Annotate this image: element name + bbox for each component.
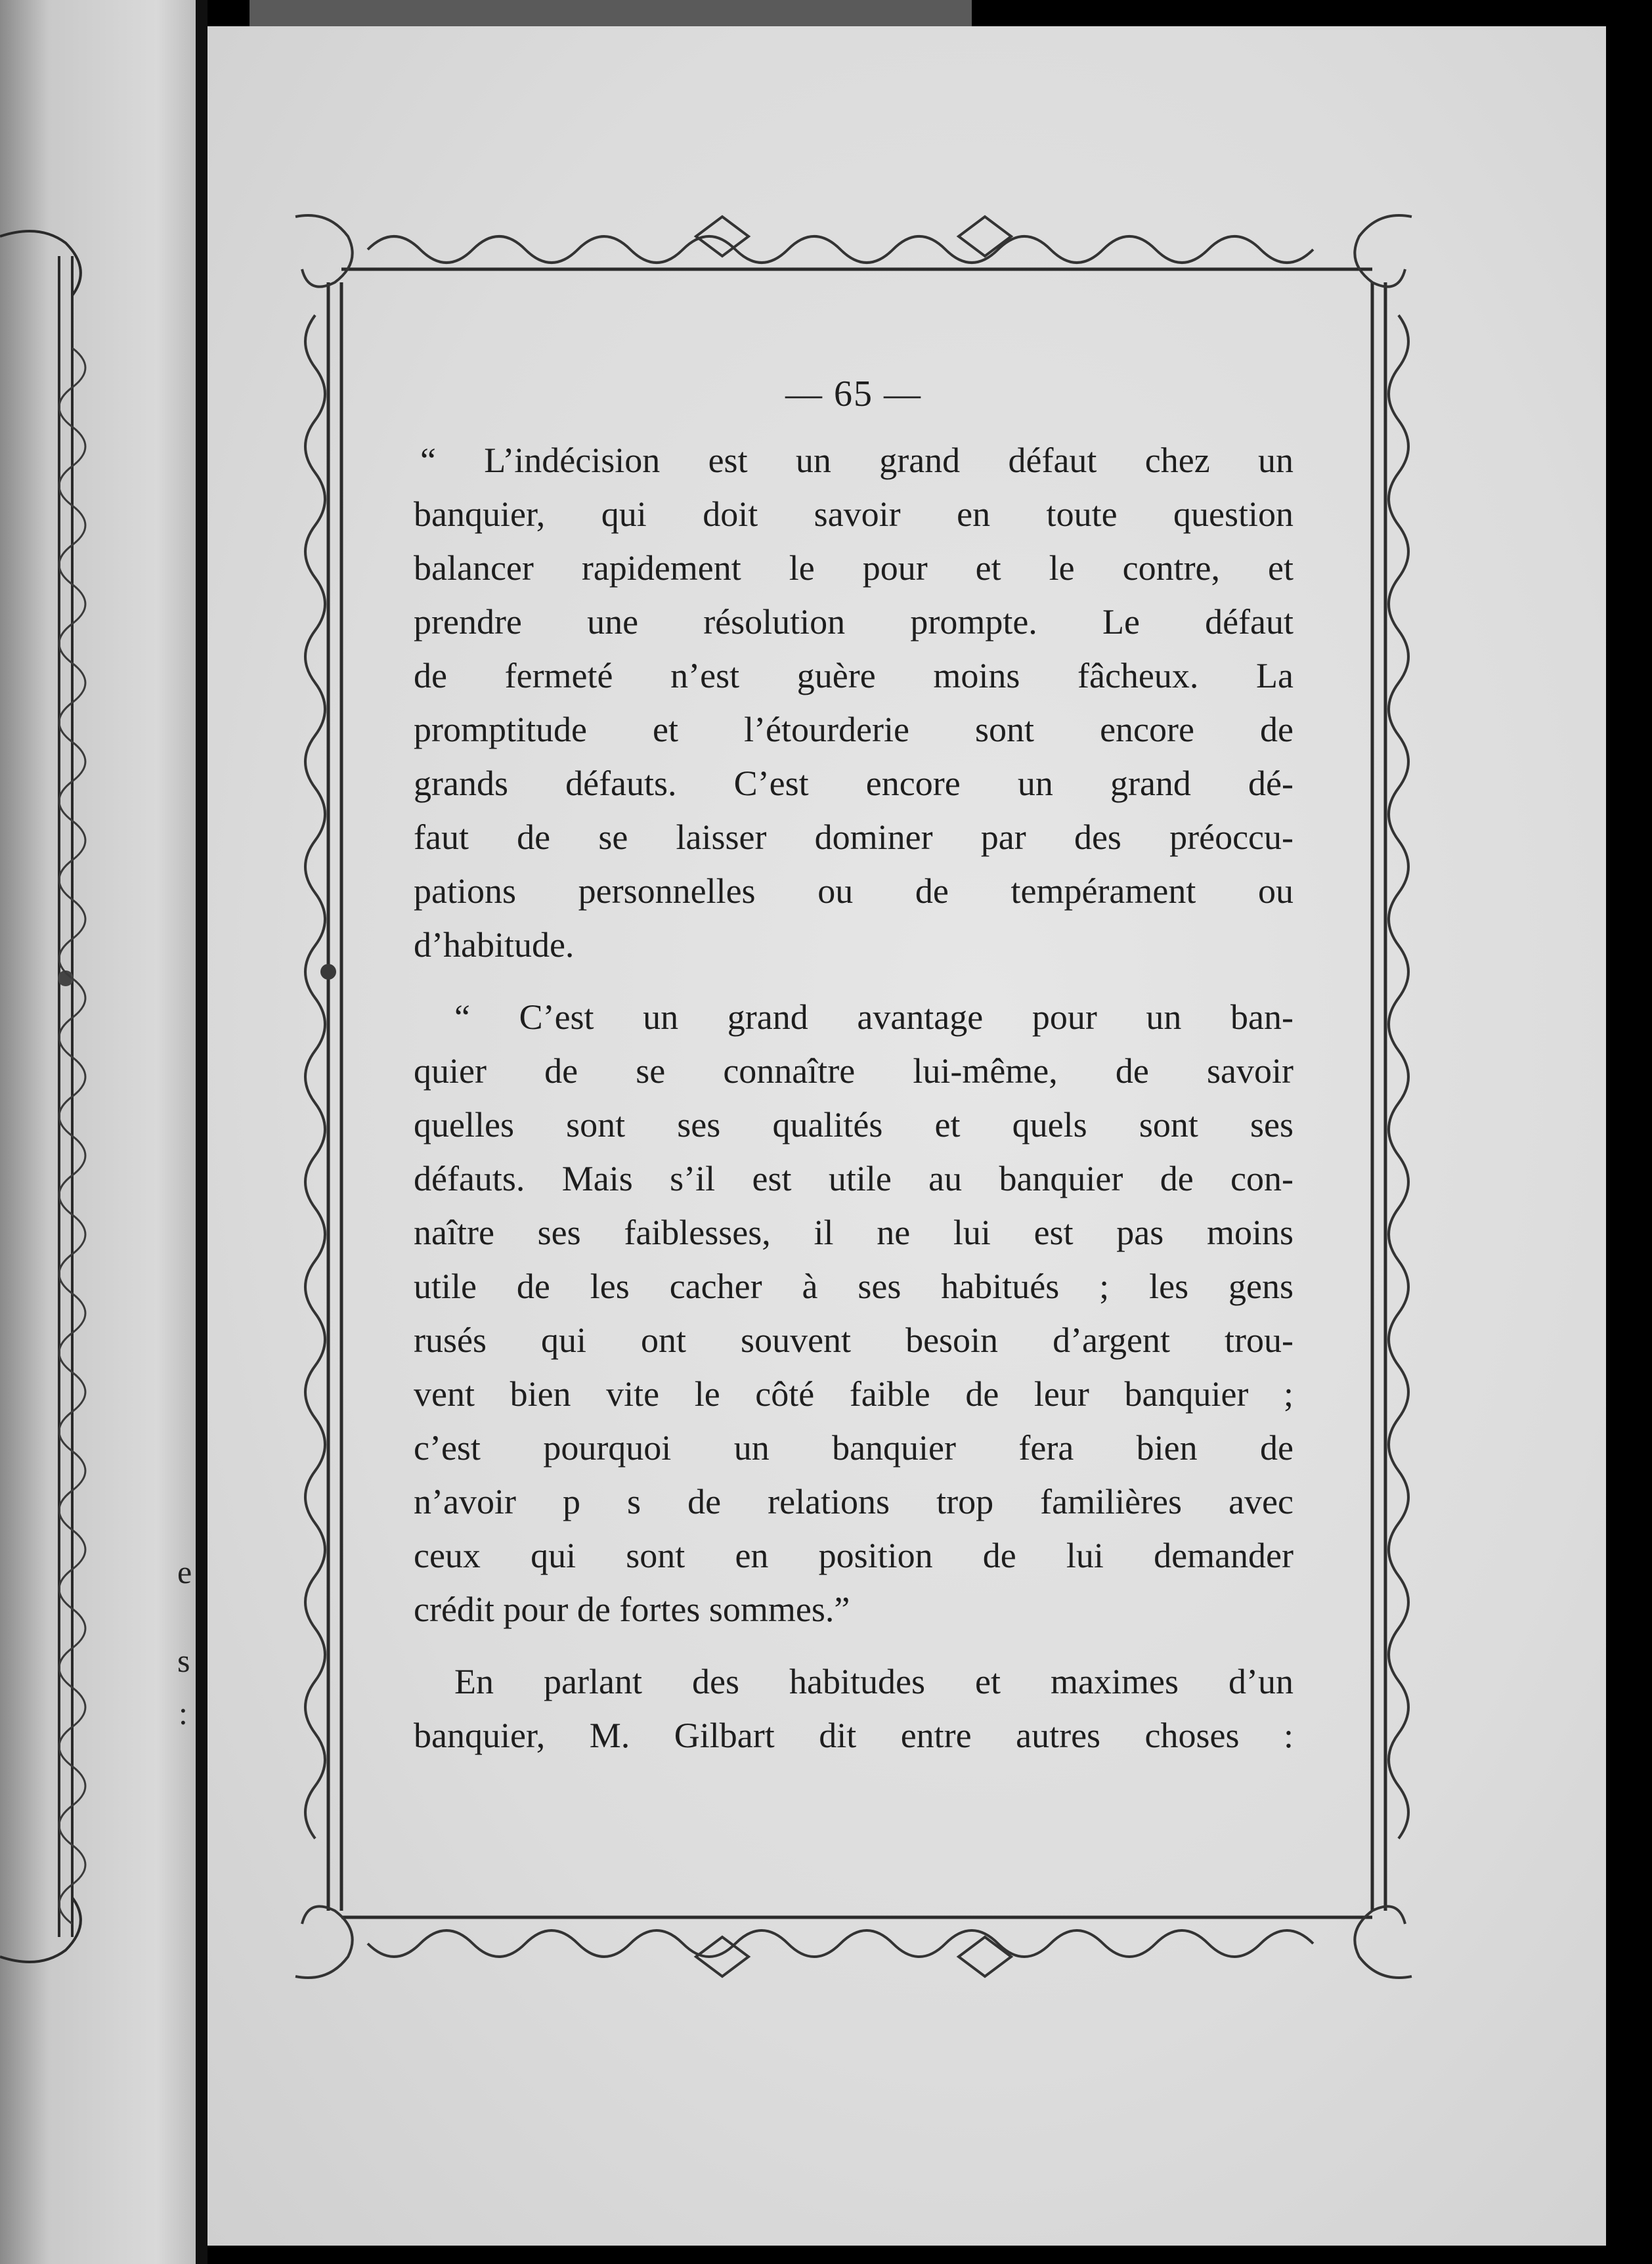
text-line: naître ses faiblesses, il ne lui est pas moins (414, 1213, 1293, 1252)
paragraph-1 (414, 433, 1293, 972)
text-line: banquier, M. Gilbart dit entre autres choses : (414, 1716, 1293, 1755)
left-page-fragment: e (177, 1554, 192, 1590)
text-line: quelles sont ses qualités et quels sont ses (414, 1105, 1293, 1144)
page-number: — 65 — (785, 374, 922, 414)
text-line: balancer rapidement le pour et le contre, et (414, 548, 1293, 588)
text-line: n’avoir p s de relations trop familières avec (414, 1482, 1293, 1521)
right-scan-edge (1606, 0, 1652, 2264)
text-line: prendre une résolution prompte. Le défaut (414, 602, 1293, 642)
text-line: quier de se connaître lui-même, de savoir (414, 1051, 1293, 1091)
text-line: utile de les cacher à ses habitués ; les gens (414, 1267, 1293, 1306)
text-line: “ C’est un grand avantage pour un ban- (454, 997, 1293, 1037)
text-line: défauts. Mais s’il est utile au banquier de con- (414, 1159, 1293, 1198)
text-line: faut de se laisser dominer par des préoccu- (414, 817, 1293, 857)
text-line: ceux qui sont en position de lui demander (414, 1536, 1293, 1575)
text-line: c’est pourquoi un banquier fera bien de (414, 1428, 1293, 1468)
text-line: crédit pour de fortes sommes.” (414, 1590, 850, 1629)
book-gutter (196, 0, 207, 2264)
text-line: de fermeté n’est guère moins fâcheux. La (414, 656, 1293, 695)
text-line: “ L’indécision est un grand défaut chez un (420, 441, 1293, 480)
left-page (0, 0, 196, 2264)
text-line: promptitude et l’étourderie sont encore de (414, 710, 1293, 749)
text-line: grands défauts. C’est encore un grand dé- (414, 764, 1293, 803)
left-ornamental-border (0, 217, 144, 1976)
paragraph-3 (414, 1655, 1293, 1762)
text-block (414, 368, 1293, 1781)
paragraph-2 (414, 990, 1293, 1636)
text-line: d’habitude. (414, 925, 575, 965)
text-line: En parlant des habitudes et maximes d’un (454, 1662, 1293, 1701)
left-page-fragment: : (179, 1695, 188, 1731)
text-line: pations personnelles ou de tempérament ou (414, 871, 1293, 911)
top-edge-strip (250, 0, 972, 26)
text-line: vent bien vite le côté faible de leur banquier ; (414, 1374, 1293, 1414)
text-line: rusés qui ont souvent besoin d’argent trou- (414, 1320, 1293, 1360)
left-page-fragment: s (177, 1642, 190, 1679)
text-line: banquier, qui doit savoir en toute question (414, 494, 1293, 534)
